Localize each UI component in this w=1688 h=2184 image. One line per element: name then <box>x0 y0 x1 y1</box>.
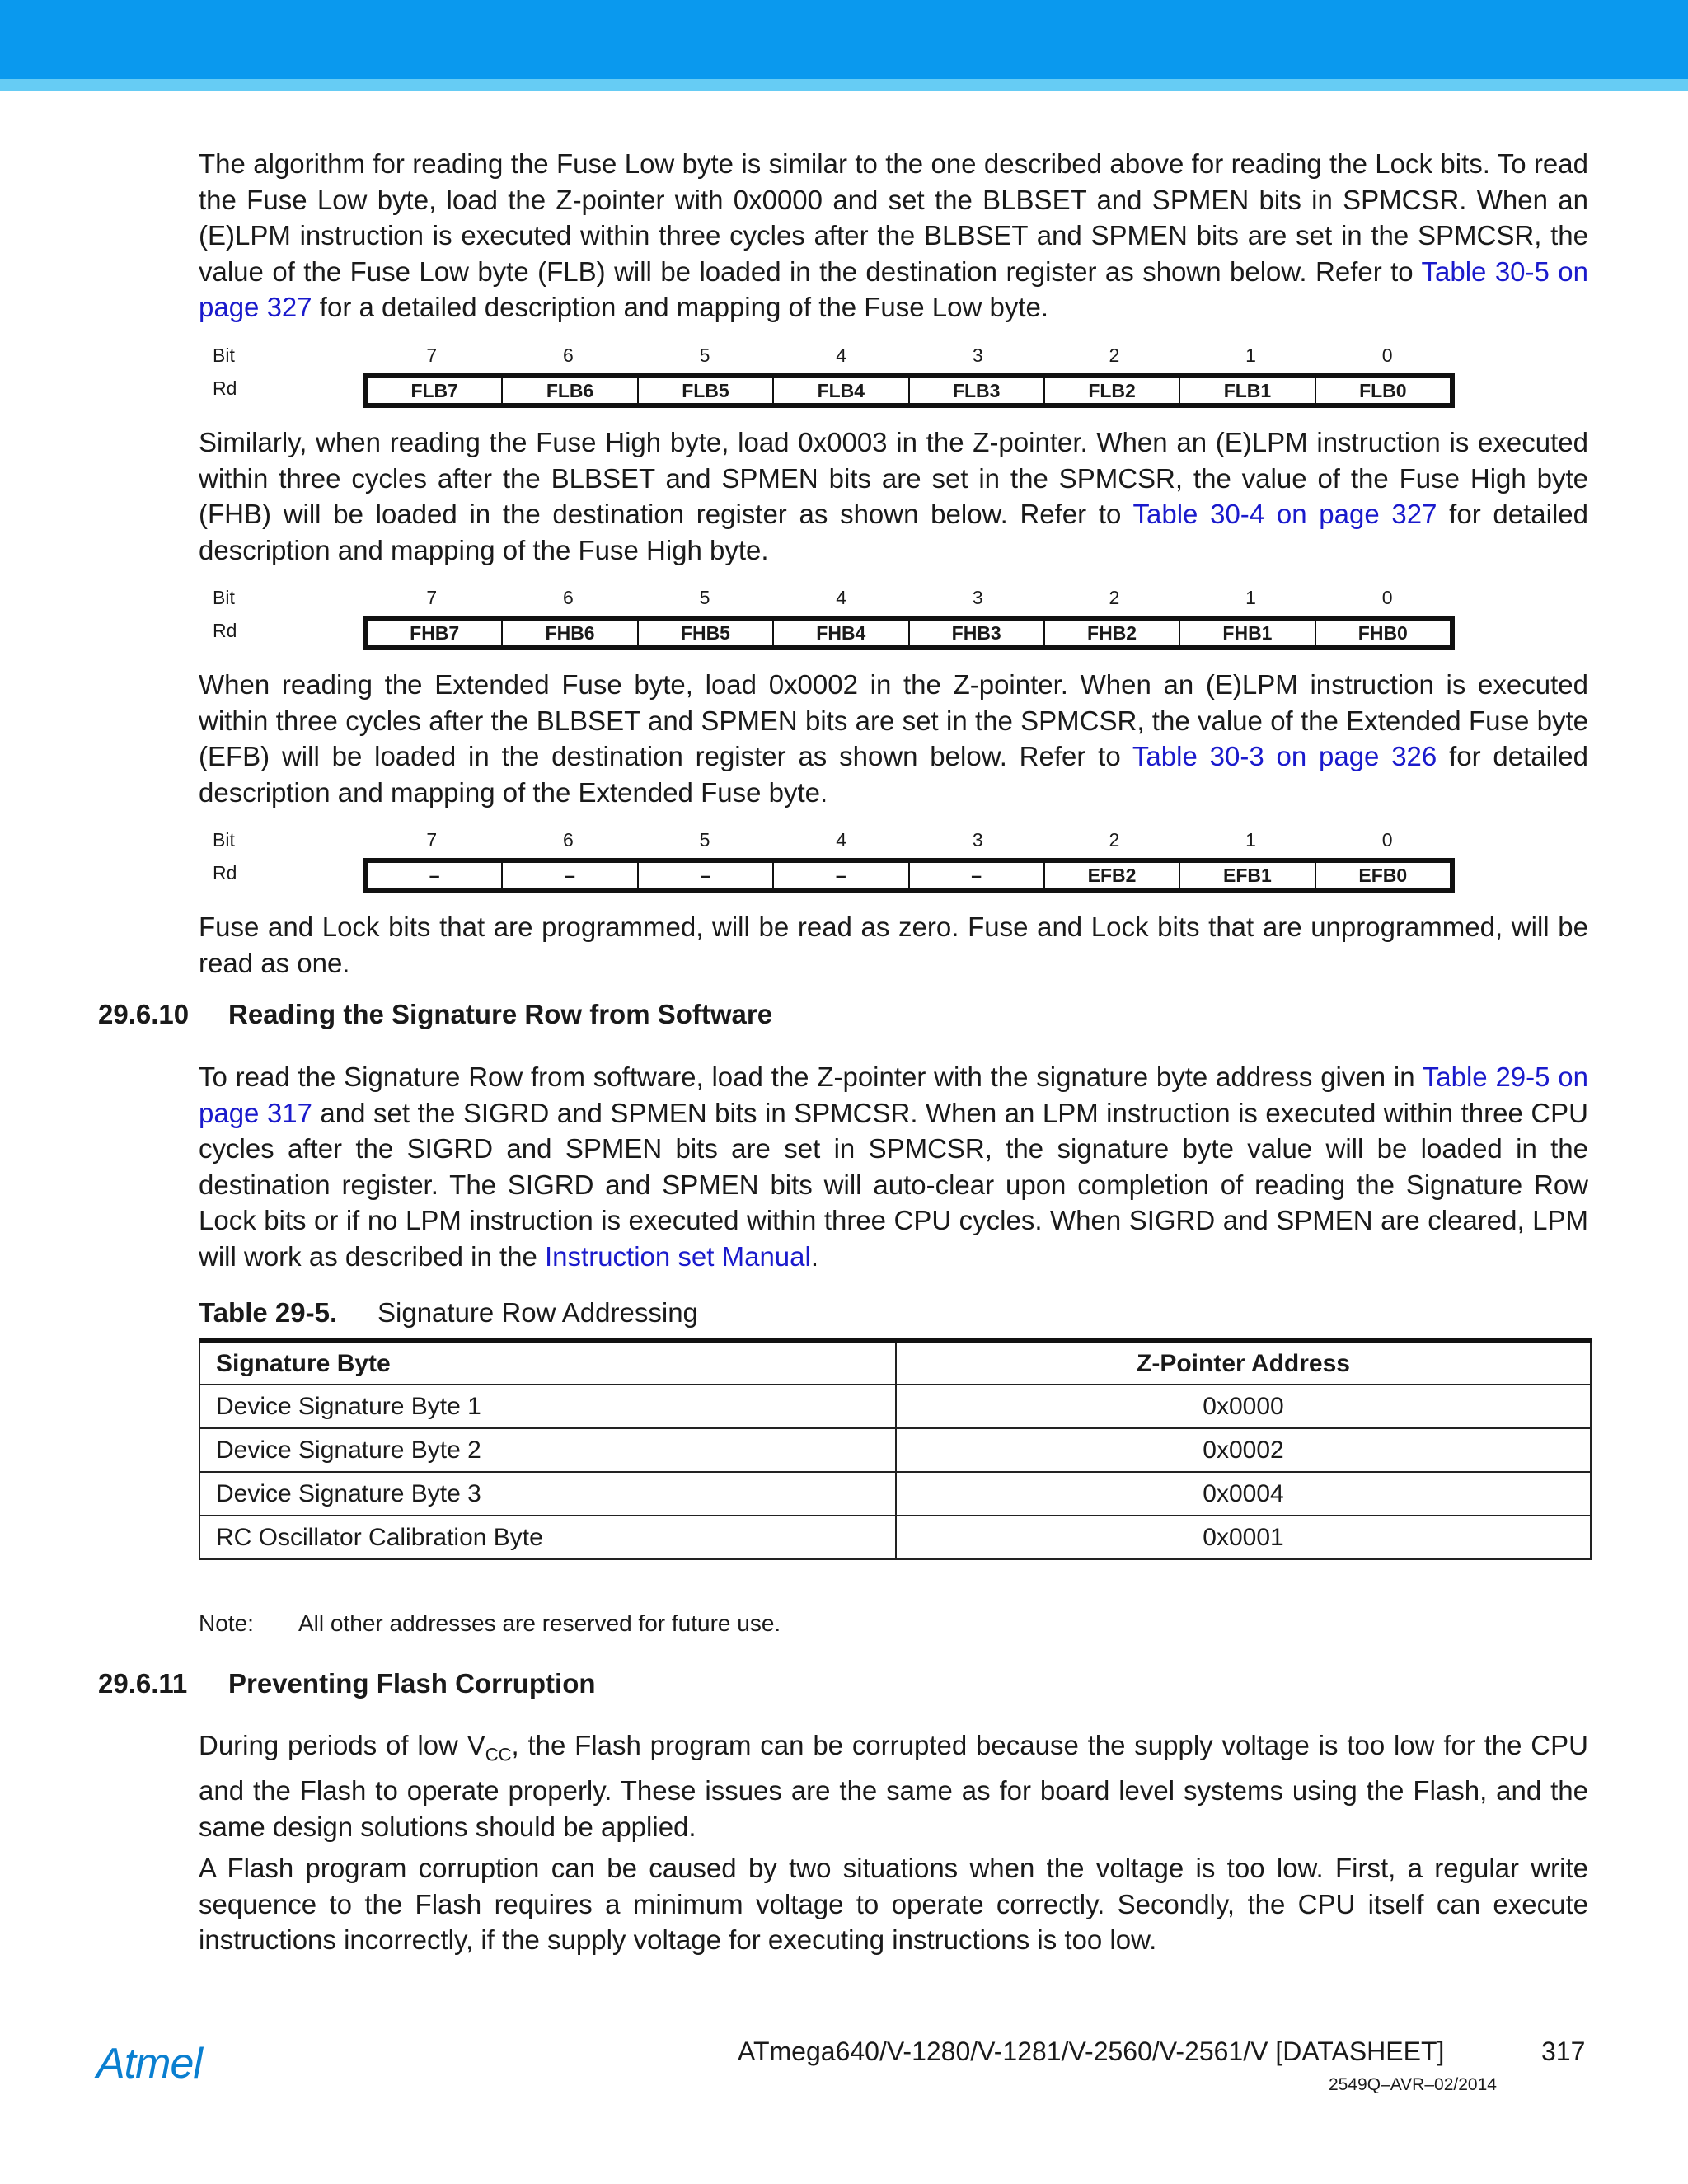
bit-number: 6 <box>563 344 574 366</box>
register-cell: FHB2 <box>1043 621 1179 645</box>
register-cell: FLB6 <box>501 378 636 403</box>
register-cell: – <box>772 863 907 888</box>
section-heading-signature-row <box>98 999 772 1030</box>
header-band <box>0 0 1688 79</box>
note-label: Note: <box>199 1610 254 1636</box>
register-cell: FLB1 <box>1179 378 1314 403</box>
paragraph-corruption-causes: A Flash program corruption can be caused by two situations when the voltage is too low. First, a regular write sequence to the Flash requires a minimum voltage to operate correctly. Secondly, the CPU itself can execute instructions incorrectly, if the supply voltage for executing instructions is too low. <box>199 1853 1588 1955</box>
rd-label: Rd <box>213 377 237 399</box>
bit-number: 2 <box>1109 344 1120 366</box>
paragraph-low-vcc: During periods of low $V_{CC}$, the Flash program can be corrupted because the supply voltage is too low for the CPU and the Flash to operate properly. These issues are the same as for board level systems using the Flash, and the same design solutions should be applied. <box>199 1730 1588 1842</box>
bit-number: 4 <box>836 344 847 366</box>
table-row <box>199 1472 1591 1516</box>
bit-number: 4 <box>836 587 847 608</box>
link-table-30-3[interactable]: Table 30-3 on page 326 <box>1132 741 1437 771</box>
register-cell: FLB3 <box>908 378 1043 403</box>
bit-number: 5 <box>699 344 710 366</box>
paragraph-fuse-low: The algorithm for reading the Fuse Low byte is similar to the one described above for reading the Lock bits. To read the Fuse Low byte, load the Z-pointer with 0x0000 and set the BLBSET and SPMEN bits in SPMCSR. When an (E)LPM instruction is executed within three cycles after the BLBSET and SPMEN bits are set in the SPMCSR, the value of the Fuse Low byte (FLB) will be loaded in the destination register as shown below. Refer to Table 30-5 on page 327 for a detailed description and mapping of the Fuse Low byte. <box>199 148 1589 322</box>
register-cell: EFB2 <box>1043 863 1179 888</box>
bit-number: 3 <box>972 344 983 366</box>
register-cell: – <box>429 865 440 886</box>
bit-label: Bit <box>213 344 235 366</box>
section-number: 29.6.11 <box>98 1668 188 1699</box>
bit-number: 6 <box>563 829 574 851</box>
bit-number: 7 <box>426 829 438 851</box>
register-cell: FHB3 <box>908 621 1043 645</box>
table-cell: 0x0002 <box>896 1428 1591 1472</box>
signature-row-table <box>199 1338 1592 1560</box>
table-row <box>199 1385 1591 1428</box>
table-note <box>199 1610 781 1637</box>
table-row <box>199 1516 1591 1559</box>
register-cell: – <box>908 863 1043 888</box>
table-row <box>199 1428 1591 1472</box>
paragraph-extended-fuse: When reading the Extended Fuse byte, load 0x0002 in the Z-pointer. When an (E)LPM instruction is executed within three cycles after the BLBSET and SPMEN bits are set in the SPMCSR, the value of the Extended Fuse byte (EFB) will be loaded in the destination register as shown below. Refer to Table 30-3 on page 326 for detailed description and mapping of the Extended Fuse byte. <box>199 669 1588 808</box>
table-cell: 0x0004 <box>896 1472 1591 1516</box>
bit-label: Bit <box>213 829 235 851</box>
bit-number: 2 <box>1109 829 1120 851</box>
bit-number: 7 <box>426 587 438 608</box>
bit-numbers <box>363 829 1456 851</box>
link-instruction-set-manual[interactable]: Instruction set Manual <box>545 1240 811 1272</box>
paragraph-read-values: Fuse and Lock bits that are programmed, will be read as zero. Fuse and Lock bits that are unprogrammed, will be read as one. <box>199 912 1588 978</box>
note-text: All other addresses are reserved for future use. <box>298 1610 781 1636</box>
register-cell: FHB1 <box>1179 621 1314 645</box>
bit-number: 4 <box>836 829 847 851</box>
rd-label: Rd <box>213 862 237 883</box>
register-cells <box>363 616 1455 650</box>
document-code: 2549Q–AVR–02/2014 <box>1329 2075 1497 2094</box>
register-cell: EFB0 <box>1315 863 1450 888</box>
bit-number: 3 <box>972 587 983 608</box>
table-caption-title: Signature Row Addressing <box>377 1297 698 1328</box>
register-cells <box>363 858 1455 893</box>
register-cell: FHB5 <box>637 621 772 645</box>
bit-number: 5 <box>699 587 710 608</box>
register-cell: FHB0 <box>1315 621 1450 645</box>
table-cell: RC Oscillator Calibration Byte <box>199 1516 896 1559</box>
bit-number: 1 <box>1245 829 1256 851</box>
register-cell: FLB7 <box>410 380 458 401</box>
register-cell: FLB4 <box>772 378 907 403</box>
register-cell: FLB5 <box>637 378 772 403</box>
register-cell: EFB1 <box>1179 863 1314 888</box>
footer-document-title: ATmega640/V-1280/V-1281/V-2560/V-2561/V [DATASHEET] <box>738 2036 1445 2066</box>
paragraph-fuse-high: Similarly, when reading the Fuse High byte, load 0x0003 in the Z-pointer. When an (E)LPM instruction is executed within three cycles after the BLBSET and SPMEN bits are set in the SPMCSR, the value of the Fuse High byte (FHB) will be loaded in the destination register as shown below. Refer to Table 30-4 on page 327 for detailed description and mapping of the Fuse High byte. <box>199 427 1588 565</box>
bit-number: 2 <box>1109 587 1120 608</box>
register-cell: FHB7 <box>410 622 460 644</box>
register-fuse-low <box>199 344 1460 410</box>
section-title: Preventing Flash Corruption <box>228 1668 596 1699</box>
bit-number: 0 <box>1381 587 1393 608</box>
table-caption-label: Table 29-5. <box>199 1297 338 1328</box>
register-cell: FLB0 <box>1315 378 1450 403</box>
register-fuse-high <box>199 587 1460 653</box>
register-cell: – <box>501 863 636 888</box>
bit-number: 5 <box>699 829 710 851</box>
register-extended-fuse <box>199 829 1460 895</box>
bit-numbers <box>363 587 1456 609</box>
link-table-29-5[interactable]: Table 29-5 on page 317 <box>199 1062 1588 1128</box>
section-heading-flash-corruption <box>98 1668 596 1699</box>
bit-number: 0 <box>1381 829 1393 851</box>
register-cell: FHB4 <box>772 621 907 645</box>
table-caption <box>199 1297 698 1329</box>
register-cell: – <box>637 863 772 888</box>
register-cell: FHB6 <box>501 621 636 645</box>
bit-number: 0 <box>1381 344 1393 366</box>
table-cell: Device Signature Byte 3 <box>199 1472 896 1516</box>
bit-number: 1 <box>1245 344 1256 366</box>
header-strip <box>0 79 1688 91</box>
register-cell: FLB2 <box>1043 378 1179 403</box>
register-cells <box>363 373 1455 408</box>
section-title: Reading the Signature Row from Software <box>228 999 773 1029</box>
table-cell: 0x0001 <box>896 1516 1591 1559</box>
bit-label: Bit <box>213 587 235 608</box>
paragraph-signature-row: To read the Signature Row from software, load the Z-pointer with the signature byte address given in Table 29-5 on page 317 and set the SIGRD and SPMEN bits in SPMCSR. When an LPM instruction is executed within three CPU cycles after the SIGRD and SPMEN bits are set in SPMCSR, the signature byte value will be loaded in the destination register. The SIGRD and SPMEN bits will auto-clear upon completion of reading the Signature Row Lock bits or if no LPM instruction is executed within three CPU cycles. When SIGRD and SPMEN are cleared, LPM will work as described in the Instruction set Manual. <box>199 1062 1588 1272</box>
section-number: 29.6.10 <box>98 999 190 1029</box>
table-header-z-pointer-address: Z-Pointer Address <box>896 1341 1591 1385</box>
page-number: 317 <box>1541 2036 1586 2066</box>
table-cell: Device Signature Byte 1 <box>199 1385 896 1428</box>
link-table-30-5[interactable]: Table 30-5 on page 327 <box>199 255 1589 322</box>
table-header-signature-byte: Signature Byte <box>199 1341 896 1385</box>
table-header-row <box>199 1341 1591 1385</box>
bit-number: 3 <box>972 829 983 851</box>
bit-number: 1 <box>1245 587 1256 608</box>
table-cell: 0x0000 <box>896 1385 1591 1428</box>
link-table-30-4[interactable]: Table 30-4 on page 327 <box>1132 499 1437 529</box>
bit-number: 6 <box>563 587 574 608</box>
bit-number: 7 <box>426 344 438 366</box>
rd-label: Rd <box>213 620 237 641</box>
table-cell: Device Signature Byte 2 <box>199 1428 896 1472</box>
bit-numbers <box>363 344 1456 367</box>
atmel-logo: Atmel <box>96 2040 202 2088</box>
